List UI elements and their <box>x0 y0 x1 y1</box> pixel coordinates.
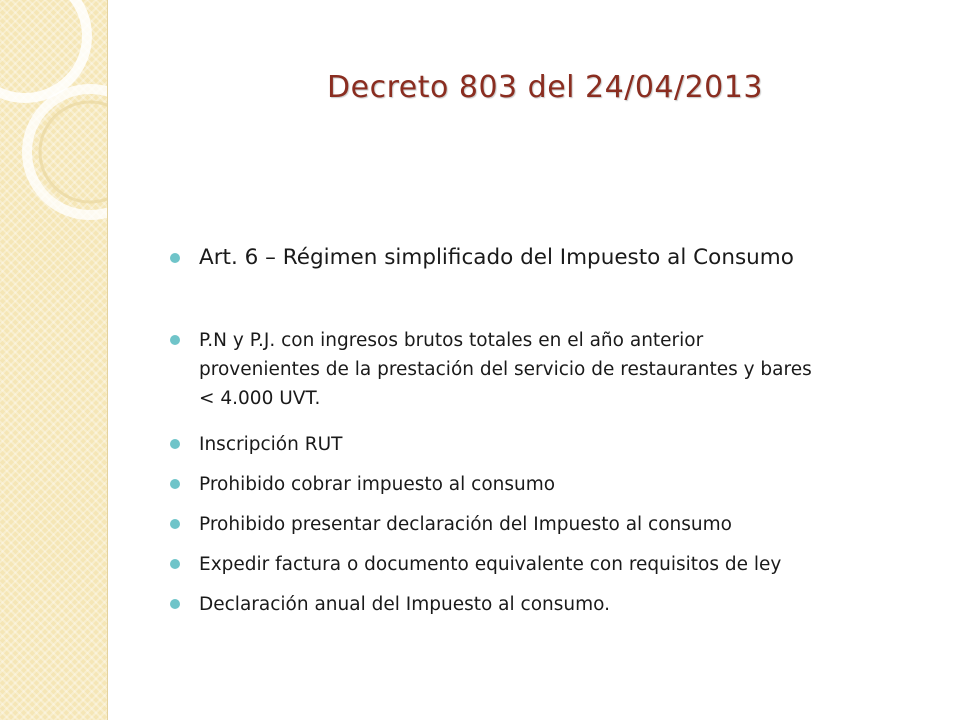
bullet-dot-icon <box>170 559 180 569</box>
bullet-dot-icon <box>170 519 180 529</box>
slide-title: Decreto 803 del 24/04/2013 <box>327 70 763 105</box>
bullet-text: Art. 6 – Régimen simplificado del Impuesto al Consumo <box>199 245 794 270</box>
bullet-text-line: provenientes de la prestación del servicio de restaurantes y bares <box>199 359 812 380</box>
bullet-text: Declaración anual del Impuesto al consumo. <box>199 594 610 615</box>
bullet-text: Prohibido cobrar impuesto al consumo <box>199 474 556 495</box>
bullet-text: Prohibido presentar declaración del Impuesto al consumo <box>199 514 732 535</box>
bullet-text: Inscripción RUT <box>199 434 343 455</box>
decorative-rings <box>0 0 107 260</box>
bullet-text: Expedir factura o documento equivalente con requisitos de ley <box>199 554 782 575</box>
bullet-dot-icon <box>170 335 180 345</box>
bullet-dot-icon <box>170 439 180 449</box>
bullet-dot-icon <box>170 599 180 609</box>
bullet-dot-icon <box>170 253 180 263</box>
bullet-text-line: < 4.000 UVT. <box>199 388 321 409</box>
bullet-dot-icon <box>170 479 180 489</box>
bullet-text-line: P.N y P.J. con ingresos brutos totales en el año anterior <box>199 330 704 351</box>
